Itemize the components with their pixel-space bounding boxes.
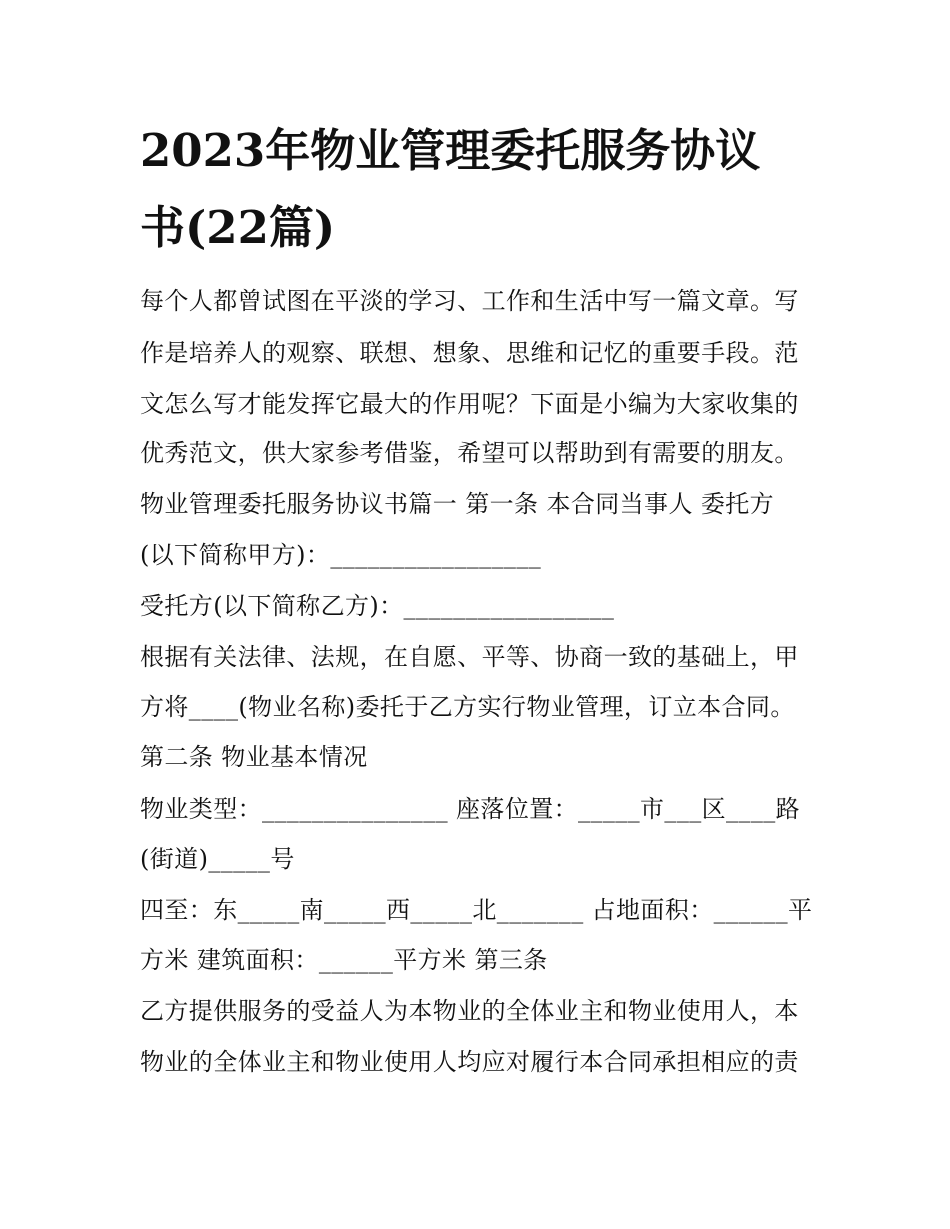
- body-line-13: 四至：东_____南_____西_____北_______ 占地面积：______平: [140, 896, 813, 924]
- body-line-4: 优秀范文，供大家参考借鉴，希望可以帮助到有需要的朋友。: [140, 439, 799, 467]
- body-line-9: 方将____(物业名称)委托于乙方实行物业管理，订立本合同。: [140, 693, 795, 721]
- body-line-15: 乙方提供服务的受益人为本物业的全体业主和物业使用人，本: [140, 997, 799, 1025]
- body-line-5: 物业管理委托服务协议书篇一 第一条 本合同当事人 委托方: [140, 490, 775, 518]
- body-line-3: 文怎么写才能发挥它最大的作用呢？下面是小编为大家收集的: [140, 390, 799, 418]
- body-line-1: 每个人都曾试图在平淡的学习、工作和生活中写一篇文章。写: [140, 287, 799, 315]
- document-title-line-2: 书(22篇): [140, 201, 336, 254]
- body-line-7: 受托方(以下简称乙方)：_________________: [140, 592, 615, 620]
- body-line-8: 根据有关法律、法规，在自愿、平等、协商一致的基础上，甲: [140, 643, 799, 671]
- body-line-12: (街道)_____号: [140, 845, 295, 873]
- document-title-line-1: 2023年物业管理委托服务协议: [140, 124, 761, 177]
- body-line-2: 作是培养人的观察、联想、想象、思维和记忆的重要手段。范: [140, 339, 799, 367]
- body-line-16: 物业的全体业主和物业使用人均应对履行本合同承担相应的责: [140, 1048, 799, 1076]
- body-line-10: 第二条 物业基本情况: [140, 743, 368, 771]
- body-line-6: (以下简称甲方)：_________________: [140, 541, 542, 569]
- body-line-11: 物业类型：_______________ 座落位置：_____市___区____路: [140, 795, 801, 823]
- body-line-14: 方米 建筑面积：______平方米 第三条: [140, 946, 548, 974]
